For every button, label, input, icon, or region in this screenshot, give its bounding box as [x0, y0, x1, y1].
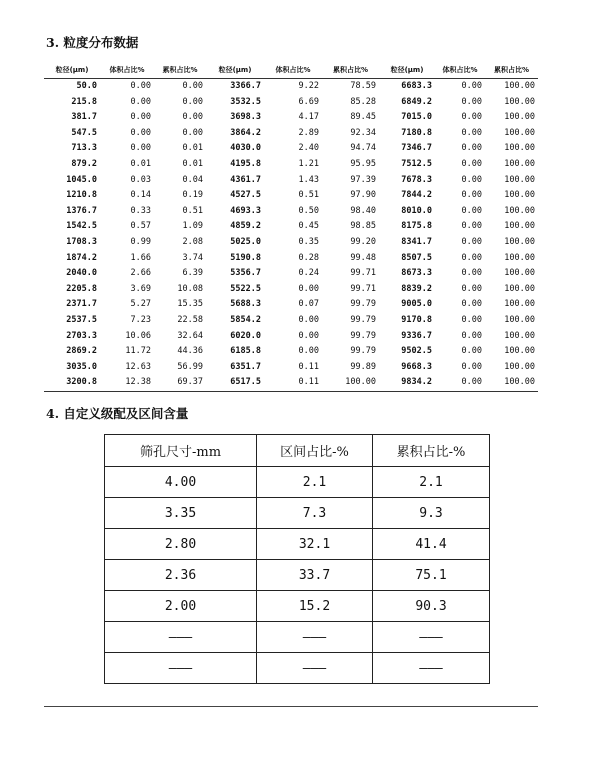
cell-diameter: 7512.5 [401, 158, 432, 169]
cell-diameter: 9005.0 [401, 299, 432, 310]
cell-diameter: 6517.5 [206, 375, 264, 391]
cell-cumulative-pct: 99.71 [350, 283, 376, 294]
cell-volume-pct: 0.11 [264, 375, 322, 391]
sieve-header-interval-pct: 区间占比-% [257, 435, 373, 467]
cell-cumulative-pct: 0.01 [182, 143, 203, 154]
cell-volume-pct: 0.00 [461, 127, 482, 138]
sieve-cell-interval-pct: 15.2 [257, 591, 373, 622]
cell-volume-pct: 1.66 [130, 252, 151, 263]
cell-cumulative-pct: 1.09 [182, 221, 203, 232]
cell-cumulative-pct: 0.00 [182, 96, 203, 107]
table-row [44, 375, 538, 391]
cell-volume-pct: 0.00 [461, 112, 482, 123]
cell-diameter: 215.8 [71, 96, 97, 107]
distribution-body [44, 79, 538, 392]
cell-diameter: 6849.2 [401, 96, 432, 107]
cell-diameter: 713.3 [71, 143, 97, 154]
cell-diameter: 8673.3 [401, 268, 432, 279]
sieve-cell-sieve-size: ——— [105, 653, 257, 684]
table-row [44, 219, 538, 235]
col-header-diameter: 粒径(μm) [379, 62, 435, 79]
cell-diameter: 7678.3 [401, 174, 432, 185]
sieve-cell-cumulative-pct: 75.1 [373, 560, 490, 591]
cell-volume-pct: 0.00 [435, 375, 485, 391]
cell-volume-pct: 12.63 [125, 361, 151, 372]
cell-diameter: 1708.3 [66, 236, 97, 247]
table-row [44, 360, 538, 376]
cell-cumulative-pct: 99.79 [350, 314, 376, 325]
cell-cumulative-pct: 78.59 [350, 81, 376, 91]
col-header-cumulative-pct: 累积占比% [154, 62, 206, 79]
cell-diameter: 6185.8 [230, 346, 261, 357]
footer-divider [44, 706, 538, 707]
sieve-cell-cumulative-pct: ——— [373, 622, 490, 653]
cell-cumulative-pct: 99.48 [350, 252, 376, 263]
cell-cumulative-pct: 100.00 [504, 174, 535, 185]
sieve-cell-sieve-size: ——— [105, 622, 257, 653]
cell-cumulative-pct: 92.34 [350, 127, 376, 138]
cell-volume-pct: 1.21 [298, 158, 319, 169]
cell-diameter: 9502.5 [401, 346, 432, 357]
cell-volume-pct: 0.00 [461, 143, 482, 154]
cell-diameter: 8507.5 [401, 252, 432, 263]
sieve-cell-interval-pct: 7.3 [257, 498, 373, 529]
cell-cumulative-pct: 100.00 [504, 361, 535, 372]
cell-diameter: 2040.0 [66, 268, 97, 279]
cell-volume-pct: 0.00 [461, 205, 482, 216]
cell-cumulative-pct: 99.79 [350, 330, 376, 341]
cell-volume-pct: 0.00 [461, 221, 482, 232]
cell-diameter: 6351.7 [230, 361, 261, 372]
table-row [44, 251, 538, 267]
cell-cumulative-pct: 100.00 [504, 299, 535, 310]
col-header-cumulative-pct: 累积占比% [322, 62, 379, 79]
cell-diameter: 2371.7 [66, 299, 97, 310]
cell-cumulative-pct: 32.64 [177, 330, 203, 341]
cell-cumulative-pct: 98.85 [350, 221, 376, 232]
cell-cumulative-pct: 89.45 [350, 112, 376, 123]
cell-cumulative-pct: 44.36 [177, 346, 203, 357]
sieve-cell-cumulative-pct: 9.3 [373, 498, 490, 529]
cell-cumulative-pct: 2.08 [182, 236, 203, 247]
cell-diameter: 381.7 [71, 112, 97, 123]
cell-volume-pct: 0.00 [461, 268, 482, 279]
cell-volume-pct: 0.00 [298, 314, 319, 325]
cell-cumulative-pct: 15.35 [177, 299, 203, 310]
cell-volume-pct: 0.00 [461, 96, 482, 107]
cell-volume-pct: 0.07 [298, 299, 319, 310]
cell-volume-pct: 0.00 [298, 283, 319, 294]
cell-volume-pct: 3.69 [130, 283, 151, 294]
cell-volume-pct: 1.43 [298, 174, 319, 185]
sieve-body [105, 467, 490, 684]
cell-cumulative-pct: 100.00 [504, 283, 535, 294]
cell-diameter: 3698.3 [230, 112, 261, 123]
cell-volume-pct: 0.00 [298, 330, 319, 341]
cell-diameter: 9336.7 [401, 330, 432, 341]
cell-diameter: 4030.0 [230, 143, 261, 154]
cell-volume-pct: 0.00 [461, 361, 482, 372]
cell-diameter: 8341.7 [401, 236, 432, 247]
sieve-cell-sieve-size: 2.00 [105, 591, 257, 622]
cell-cumulative-pct: 0.51 [182, 205, 203, 216]
cell-volume-pct: 0.14 [130, 190, 151, 201]
table-row [44, 235, 538, 251]
table-row [44, 344, 538, 360]
cell-cumulative-pct: 100.00 [504, 346, 535, 357]
table-row [44, 297, 538, 313]
cell-volume-pct: 0.35 [298, 236, 319, 247]
sieve-header-sieve-size: 筛孔尺寸-mm [105, 435, 257, 467]
cell-diameter: 4361.7 [230, 174, 261, 185]
cell-diameter: 3532.5 [230, 96, 261, 107]
particle-distribution-table [44, 62, 538, 392]
cell-diameter: 6020.0 [230, 330, 261, 341]
table-row [44, 282, 538, 298]
cell-cumulative-pct: 99.79 [350, 299, 376, 310]
col-header-volume-pct: 体积占比% [435, 62, 485, 79]
cell-cumulative-pct: 97.39 [350, 174, 376, 185]
section-3-title: 3. 粒度分布数据 [46, 35, 139, 50]
cell-volume-pct: 2.40 [298, 143, 319, 154]
cell-diameter: 2869.2 [66, 346, 97, 357]
cell-diameter: 5356.7 [230, 268, 261, 279]
cell-diameter: 2537.5 [66, 314, 97, 325]
table-row [44, 141, 538, 157]
cell-cumulative-pct: 97.90 [350, 190, 376, 201]
cell-diameter: 3864.2 [230, 127, 261, 138]
cell-cumulative-pct: 100.00 [485, 375, 538, 391]
cell-diameter: 9170.8 [401, 314, 432, 325]
custom-gradation-table [104, 434, 490, 684]
cell-volume-pct: 0.03 [130, 174, 151, 185]
cell-volume-pct: 0.57 [130, 221, 151, 232]
col-header-diameter: 粒径(μm) [44, 62, 100, 79]
cell-cumulative-pct: 100.00 [504, 330, 535, 341]
cell-volume-pct: 5.27 [130, 299, 151, 310]
table-row [44, 157, 538, 173]
cell-cumulative-pct: 99.89 [350, 361, 376, 372]
cell-cumulative-pct: 100.00 [504, 268, 535, 279]
cell-diameter: 2205.8 [66, 283, 97, 294]
cell-cumulative-pct: 100.00 [504, 236, 535, 247]
cell-cumulative-pct: 100.00 [504, 96, 535, 107]
cell-diameter: 3035.0 [66, 361, 97, 372]
cell-diameter: 2703.3 [66, 330, 97, 341]
cell-cumulative-pct: 85.28 [350, 96, 376, 107]
cell-diameter: 7180.8 [401, 127, 432, 138]
cell-diameter: 5688.3 [230, 299, 261, 310]
cell-volume-pct: 4.17 [298, 112, 319, 123]
cell-cumulative-pct: 99.20 [350, 236, 376, 247]
table-row [44, 95, 538, 111]
cell-volume-pct: 11.72 [125, 346, 151, 357]
cell-cumulative-pct: 100.00 [504, 127, 535, 138]
cell-cumulative-pct: 98.40 [350, 205, 376, 216]
cell-volume-pct: 0.00 [461, 236, 482, 247]
cell-diameter: 7015.0 [401, 112, 432, 123]
sieve-cell-cumulative-pct: ——— [373, 653, 490, 684]
cell-volume-pct: 0.00 [298, 346, 319, 357]
cell-volume-pct: 0.00 [130, 81, 151, 91]
cell-cumulative-pct: 100.00 [322, 375, 379, 391]
cell-cumulative-pct: 100.00 [504, 143, 535, 154]
cell-cumulative-pct: 100.00 [504, 205, 535, 216]
cell-cumulative-pct: 3.74 [182, 252, 203, 263]
cell-diameter: 9668.3 [401, 361, 432, 372]
cell-diameter: 4859.2 [230, 221, 261, 232]
col-header-cumulative-pct: 累积占比% [485, 62, 538, 79]
cell-cumulative-pct: 99.79 [350, 346, 376, 357]
cell-volume-pct: 0.00 [461, 158, 482, 169]
cell-volume-pct: 0.00 [461, 330, 482, 341]
cell-cumulative-pct: 22.58 [177, 314, 203, 325]
sieve-cell-sieve-size: 2.80 [105, 529, 257, 560]
cell-diameter: 879.2 [71, 158, 97, 169]
cell-cumulative-pct: 100.00 [504, 81, 535, 91]
table-row [44, 173, 538, 189]
cell-volume-pct: 0.00 [461, 252, 482, 263]
cell-volume-pct: 0.51 [298, 190, 319, 201]
cell-cumulative-pct: 56.99 [177, 361, 203, 372]
cell-diameter: 547.5 [71, 127, 97, 138]
table-row [105, 622, 490, 653]
cell-cumulative-pct: 0.00 [182, 81, 203, 91]
cell-volume-pct: 0.00 [461, 283, 482, 294]
cell-volume-pct: 0.28 [298, 252, 319, 263]
table-row [44, 188, 538, 204]
sieve-cell-sieve-size: 4.00 [105, 467, 257, 498]
cell-cumulative-pct: 100.00 [504, 221, 535, 232]
cell-volume-pct: 0.00 [130, 143, 151, 154]
cell-volume-pct: 0.00 [461, 174, 482, 185]
cell-cumulative-pct: 6.39 [182, 268, 203, 279]
sieve-cell-interval-pct: 32.1 [257, 529, 373, 560]
table-row [44, 126, 538, 142]
cell-cumulative-pct: 69.37 [154, 375, 206, 391]
cell-diameter: 8010.0 [401, 205, 432, 216]
cell-volume-pct: 0.00 [461, 299, 482, 310]
cell-diameter: 1210.8 [66, 190, 97, 201]
cell-diameter: 1045.0 [66, 174, 97, 185]
cell-cumulative-pct: 0.19 [182, 190, 203, 201]
table-row [44, 110, 538, 126]
cell-diameter: 5522.5 [230, 283, 261, 294]
cell-diameter: 3366.7 [230, 81, 261, 91]
cell-diameter: 7346.7 [401, 143, 432, 154]
table-row [105, 653, 490, 684]
table-row [44, 266, 538, 282]
cell-diameter: 8175.8 [401, 221, 432, 232]
cell-cumulative-pct: 0.04 [182, 174, 203, 185]
cell-volume-pct: 0.00 [130, 127, 151, 138]
cell-cumulative-pct: 100.00 [504, 190, 535, 201]
cell-diameter: 1874.2 [66, 252, 97, 263]
cell-cumulative-pct: 95.95 [350, 158, 376, 169]
sieve-header-row [105, 435, 490, 467]
sieve-cell-cumulative-pct: 2.1 [373, 467, 490, 498]
cell-volume-pct: 2.89 [298, 127, 319, 138]
cell-diameter: 5854.2 [230, 314, 261, 325]
cell-volume-pct: 7.23 [130, 314, 151, 325]
sieve-cell-interval-pct: ——— [257, 653, 373, 684]
cell-diameter: 3200.8 [44, 375, 100, 391]
cell-diameter: 4527.5 [230, 190, 261, 201]
col-header-diameter: 粒径(μm) [206, 62, 264, 79]
cell-volume-pct: 0.00 [461, 314, 482, 325]
sieve-cell-cumulative-pct: 41.4 [373, 529, 490, 560]
cell-cumulative-pct: 100.00 [504, 112, 535, 123]
cell-volume-pct: 0.00 [461, 190, 482, 201]
table-row [105, 498, 490, 529]
sieve-header-cumulative-pct: 累积占比-% [373, 435, 490, 467]
table-row [105, 529, 490, 560]
cell-cumulative-pct: 100.00 [504, 314, 535, 325]
table-row [44, 313, 538, 329]
cell-volume-pct: 0.00 [461, 346, 482, 357]
table-row [44, 329, 538, 345]
cell-volume-pct: 0.00 [461, 81, 482, 91]
cell-diameter: 4195.8 [230, 158, 261, 169]
table-row [105, 560, 490, 591]
cell-volume-pct: 0.99 [130, 236, 151, 247]
cell-cumulative-pct: 99.71 [350, 268, 376, 279]
cell-cumulative-pct: 100.00 [504, 252, 535, 263]
cell-diameter: 1542.5 [66, 221, 97, 232]
cell-cumulative-pct: 10.08 [177, 283, 203, 294]
cell-cumulative-pct: 0.00 [182, 127, 203, 138]
cell-volume-pct: 10.06 [125, 330, 151, 341]
section-4-title: 4. 自定义级配及区间含量 [46, 406, 189, 421]
cell-diameter: 1376.7 [66, 205, 97, 216]
table-row [44, 204, 538, 220]
col-header-volume-pct: 体积占比% [264, 62, 322, 79]
table-row [44, 79, 538, 95]
cell-volume-pct: 0.45 [298, 221, 319, 232]
cell-diameter: 5025.0 [230, 236, 261, 247]
distribution-header-row [44, 62, 538, 79]
cell-volume-pct: 0.11 [298, 361, 319, 372]
cell-volume-pct: 12.38 [100, 375, 154, 391]
cell-diameter: 4693.3 [230, 205, 261, 216]
cell-cumulative-pct: 0.00 [182, 112, 203, 123]
cell-cumulative-pct: 100.00 [504, 158, 535, 169]
sieve-cell-interval-pct: 2.1 [257, 467, 373, 498]
cell-volume-pct: 0.00 [130, 112, 151, 123]
sieve-cell-cumulative-pct: 90.3 [373, 591, 490, 622]
cell-volume-pct: 0.01 [130, 158, 151, 169]
cell-volume-pct: 0.00 [130, 96, 151, 107]
cell-volume-pct: 9.22 [298, 81, 319, 91]
cell-cumulative-pct: 94.74 [350, 143, 376, 154]
cell-diameter: 5190.8 [230, 252, 261, 263]
sieve-cell-sieve-size: 2.36 [105, 560, 257, 591]
cell-volume-pct: 0.33 [130, 205, 151, 216]
cell-volume-pct: 0.24 [298, 268, 319, 279]
cell-diameter: 6683.3 [401, 81, 432, 91]
table-row [105, 467, 490, 498]
cell-volume-pct: 6.69 [298, 96, 319, 107]
cell-diameter: 7844.2 [401, 190, 432, 201]
cell-diameter: 9834.2 [379, 375, 435, 391]
cell-cumulative-pct: 0.01 [182, 158, 203, 169]
table-row [105, 591, 490, 622]
cell-volume-pct: 2.66 [130, 268, 151, 279]
sieve-cell-interval-pct: ——— [257, 622, 373, 653]
cell-diameter: 50.0 [76, 81, 97, 91]
cell-diameter: 8839.2 [401, 283, 432, 294]
col-header-volume-pct: 体积占比% [100, 62, 154, 79]
cell-volume-pct: 0.50 [298, 205, 319, 216]
sieve-cell-sieve-size: 3.35 [105, 498, 257, 529]
sieve-cell-interval-pct: 33.7 [257, 560, 373, 591]
